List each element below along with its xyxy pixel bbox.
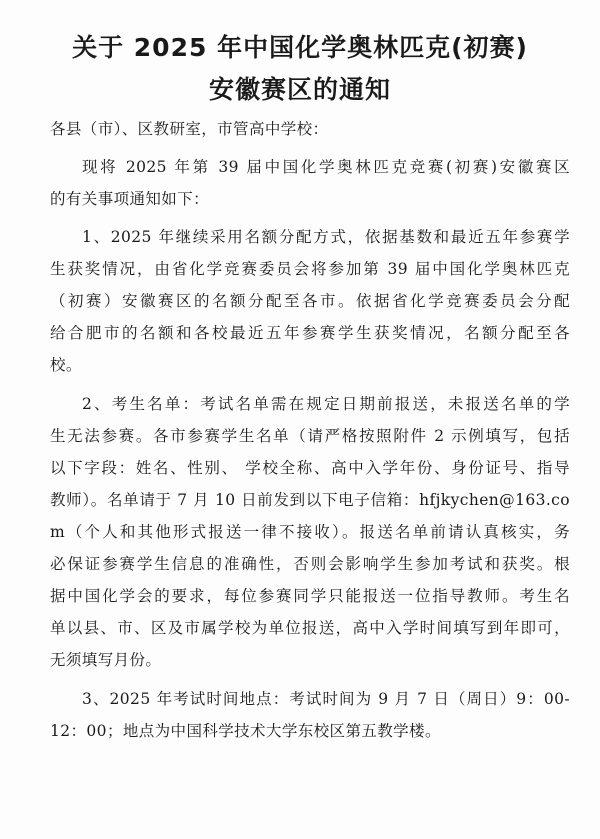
paragraph-line: 单以县、市、区及市属学校为单位报送，高中入学时间填写到年即可， [50,619,570,637]
paragraph-line: 的有关事项通知如下： [50,190,210,208]
paragraph-line: 2、考生名单：考试名单需在规定日期前报送，未报送名单的学 [82,395,570,413]
paragraph-line: 教师）。名单请于 7 月 10 日前发到以下电子信箱：hfjkychen@163.co [50,491,570,509]
document-title-line-1: 关于 2025 年中国化学奥林匹克(初赛) [72,33,528,62]
paragraph-line: 生获奖情况，由省化学竞赛委员会将参加第 39 届中国化学奥林匹克 [50,260,570,278]
document-title-line-2: 安徽赛区的通知 [208,75,391,104]
paragraph-line: 校。 [50,356,82,374]
paragraph-line: 生无法参赛。各市参赛学生名单（请严格按照附件 2 示例填写，包括 [50,427,570,445]
paragraph-line: m（个人和其他形式报送一律不接收）。报送名单前请认真核实，务 [50,523,570,541]
paragraph-line: （初赛）安徽赛区的名额分配至各市。依据省化学竞赛委员会分配 [50,292,570,310]
paragraph-line: 3、2025 年考试时间地点：考试时间为 9 月 7 日（周日）9：00- [82,690,570,708]
paragraph-line: 据中国化学会的要求，每位参赛同学只能报送一位指导教师。考生名 [50,587,570,605]
paragraph-line: 以下字段：姓名、性别、 学校全称、高中入学年份、身份证号、指导 [50,459,570,477]
paragraph-line: 现将 2025 年第 39 届中国化学奥林匹克竞赛(初赛)安徽赛区 [82,158,570,176]
paragraph-line: 无须填写月份。 [50,651,162,669]
salutation: 各县（市）、区教研室，市管高中学校： [50,120,329,138]
paragraph-line: 必保证参赛学生信息的准确性，否则会影响学生参加考试和获奖。根 [50,555,570,573]
paragraph-line: 12：00；地点为中国科学技术大学东校区第五教学楼。 [50,722,441,740]
paragraph-line: 给合肥市的名额和各校最近五年参赛学生获奖情况，名额分配至各 [50,324,570,342]
paragraph-line: 1、2025 年继续采用名额分配方式，依据基数和最近五年参赛学 [82,228,570,246]
